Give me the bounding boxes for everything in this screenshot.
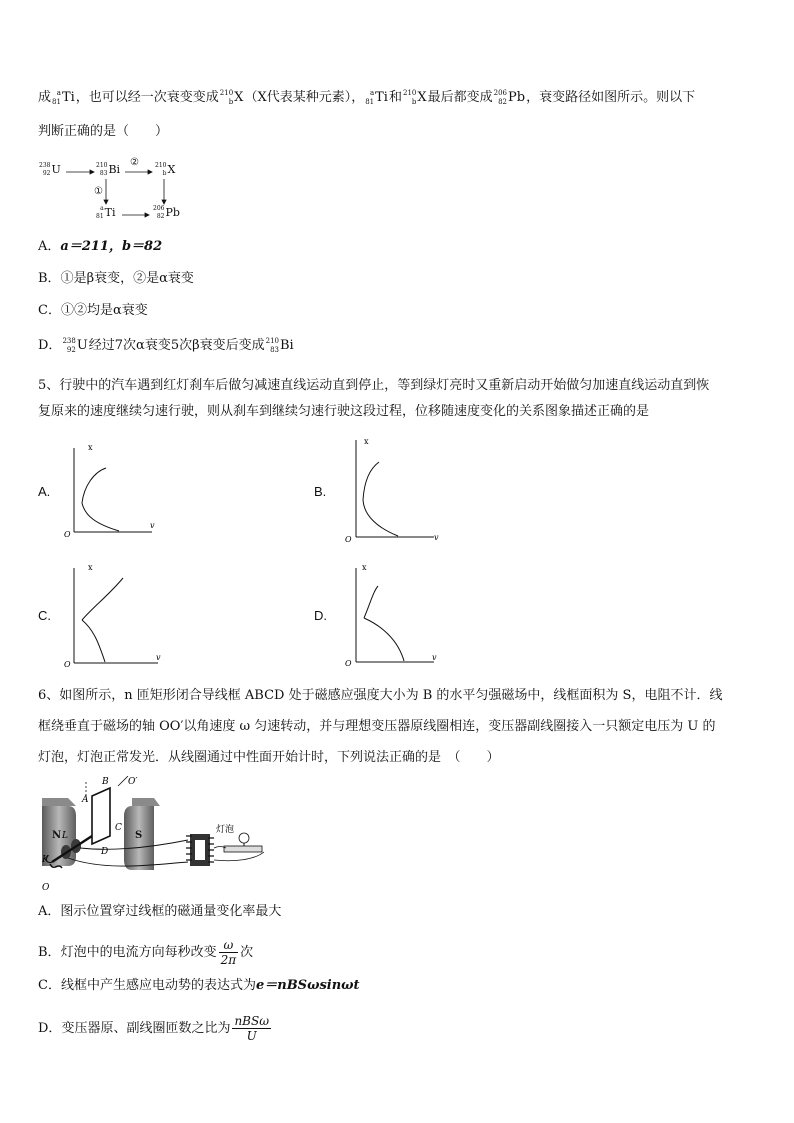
decay-diagram [38, 157, 198, 224]
origin-label: O [64, 660, 71, 669]
graph-d-label: D. [314, 608, 327, 623]
curve-accel [82, 468, 106, 503]
origin-label: O [345, 535, 352, 544]
graph-c [60, 560, 170, 672]
label-d: D [101, 847, 109, 857]
q4-option-a: A．a＝211，b＝82 [38, 239, 163, 254]
x-axis-label: v [434, 533, 439, 542]
q6-line3: 灯泡，灯泡正常发光．从线圈通过中性面开始计时，下列说法正确的是 （ ） [38, 750, 500, 765]
y-axis-label: x [362, 563, 367, 572]
arrowhead [148, 170, 152, 174]
arrowhead [145, 213, 149, 217]
label-c: C [115, 823, 122, 833]
fraction: $\frac{\text{nBSω}}{U}$ [234, 1014, 270, 1043]
q6-line1: 6、如图所示，n 匝矩形闭合导线框 ABCD 处于磁感应强度大小为 B 的水平匀强磁场中，线框面积为 S，电阻不计．线 [38, 688, 723, 703]
x-node: 210 b X [155, 162, 176, 177]
q4-line2: 判断正确的是（ ） [38, 124, 169, 139]
q4-option-d: D． 238 92 U 经过7次α衰变5次β衰变后变成 210 83 Bi [38, 336, 294, 354]
curve-accel [364, 586, 378, 618]
graph-b-label: B. [314, 484, 327, 499]
x-axis-label: v [150, 521, 155, 530]
bi-node: 210 83 Bi [96, 162, 121, 177]
label-l: L [62, 831, 68, 841]
fraction: $\frac{\omega}{2\pi}$ [220, 938, 237, 967]
graph-b [342, 432, 452, 547]
q4-option-b: B．①是β衰变，②是α衰变 [38, 271, 194, 286]
q4-line1: 成 a 81 Ti ，也可以经一次衰变变成 210 b X （X代表某种元素）， a 81 Ti 和 210 b X 最后都变成 206 82 Pb ，衰变路径如图所示。则以下 [38, 88, 696, 106]
q4-option-c: C．①②均是α衰变 [38, 303, 148, 318]
path1-label: ① [94, 186, 103, 197]
graph-d [342, 560, 452, 672]
curve-brake [363, 500, 398, 536]
y-axis-label: x [88, 563, 93, 572]
curve-accel [82, 578, 123, 620]
arrowhead [90, 170, 94, 174]
pb-nuclide: 206 82 Pb [493, 88, 526, 106]
ti-nuclide: a 81 Ti [365, 88, 388, 106]
label-b: B [102, 777, 109, 787]
origin-label: O [345, 659, 352, 668]
bulb-board [214, 833, 264, 861]
curve-brake [82, 620, 105, 662]
bulb-icon [239, 833, 249, 843]
pole-n-label: N [52, 830, 62, 841]
q6-option-d: D．变压器原、副线圈匝数之比为 $\frac{\text{nBSω}}{U}$ [38, 1014, 270, 1043]
curve-brake [364, 618, 404, 661]
y-axis-label: x [88, 443, 93, 452]
label-a: A [82, 795, 89, 805]
origin-label: O [64, 530, 71, 539]
path2-label: ② [130, 157, 139, 168]
x-axis-label: v [156, 653, 161, 662]
x-axis-label: v [432, 653, 437, 662]
ti-nuclide: a 81 Ti [52, 88, 75, 106]
decay-arrows [38, 160, 198, 224]
generator-figure [38, 776, 270, 892]
q6-option-b: B．灯泡中的电流方向每秒改变 $\frac{\omega}{2\pi}$ 次 [38, 938, 254, 967]
graph-a-label: A. [38, 484, 51, 499]
label-o-prime: O′ [128, 777, 138, 787]
q6-line2: 框绕垂直于磁场的轴 OO′以角速度 ω 匀速转动，并与理想变压器原线圈相连，变压器副线圈接入一只额定电压为 U 的 [38, 719, 716, 734]
bulb-label: 灯泡 [216, 825, 235, 835]
pb-node: 206 82 Pb [153, 205, 180, 220]
curve-accel [363, 462, 379, 500]
transformer [186, 834, 214, 866]
q6-option-a: A．图示位置穿过线框的磁通量变化率最大 [38, 904, 282, 919]
pole-s-label: S [135, 830, 143, 841]
q5-line2: 复原来的速度继续匀速行驶，则从刹车到继续匀速行驶这段过程，位移随速度变化的关系图象描述正确的是 [38, 404, 650, 419]
q6-option-c: C．线框中产生感应电动势的表达式为e＝nBSωsinωt [38, 978, 360, 993]
arrowhead [162, 200, 166, 204]
u-nuclide: 238 92 U [62, 336, 88, 354]
graph-a [60, 440, 170, 540]
label-o: O [42, 883, 50, 892]
bi-nuclide: 210 83 Bi [265, 336, 294, 354]
x-nuclide: 210 b X [402, 88, 427, 106]
q5-line1: 5、行驶中的汽车遇到红灯刹车后做匀减速直线运动直到停止，等到绿灯亮时又重新启动开始做匀加速直线运动直到恢 [38, 378, 710, 393]
label-k: K [42, 855, 49, 865]
arrowhead [104, 200, 108, 204]
x-nuclide: 210 b X [219, 88, 244, 106]
u-node: 238 92 U [39, 162, 61, 177]
curve-brake [82, 503, 119, 531]
ti-node: a 81 Ti [96, 205, 116, 220]
y-axis-label: x [364, 437, 369, 446]
graph-c-label: C. [38, 608, 51, 623]
